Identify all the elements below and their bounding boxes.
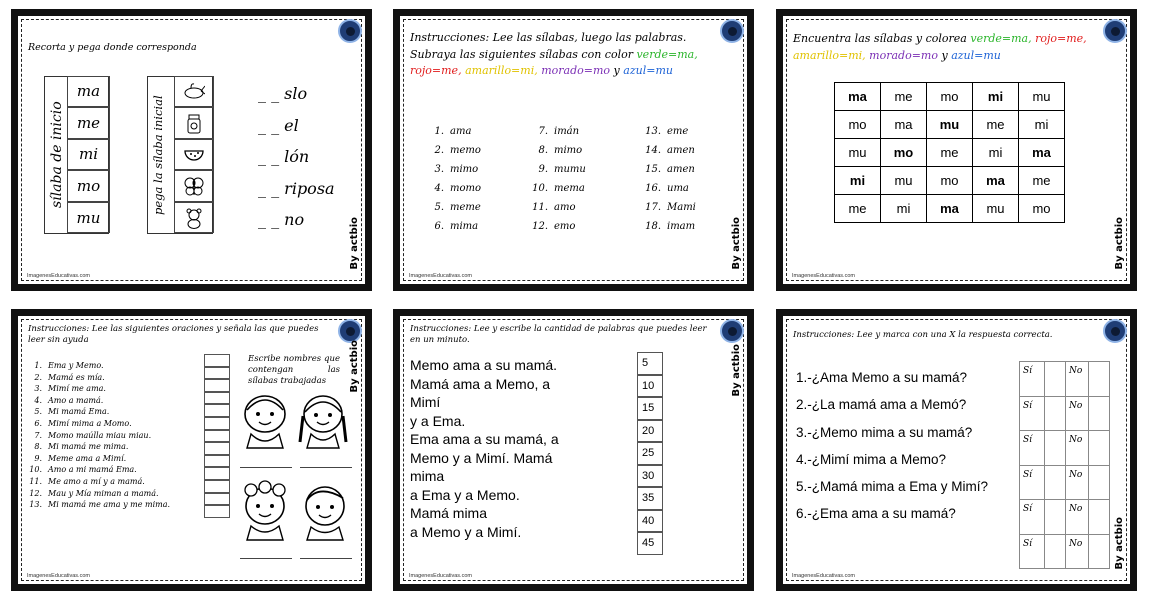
sentence-item <box>28 464 170 476</box>
word-number: 7. <box>538 126 548 137</box>
word-item <box>532 220 586 235</box>
no-label: No <box>1066 431 1089 466</box>
word-number: 6. <box>434 221 444 233</box>
word: mimo <box>450 164 479 176</box>
no-label: No <box>1066 396 1089 431</box>
site-credit: ImagenesEducativas.com <box>27 273 90 279</box>
word-blank: _ _ slo <box>258 84 308 103</box>
word-item <box>645 182 696 197</box>
word-item <box>645 163 696 178</box>
no-box[interactable] <box>1089 465 1110 500</box>
boy-face-icon <box>299 480 351 542</box>
read-checkbox[interactable] <box>204 480 230 493</box>
worksheet-find-syllables <box>776 9 1137 291</box>
no-box[interactable] <box>1089 431 1110 466</box>
grid-cell: mo <box>927 167 973 195</box>
read-checkbox[interactable] <box>204 404 230 417</box>
sentence-item <box>28 406 170 418</box>
word-number: 15. <box>645 164 661 176</box>
girl-face-icon <box>239 390 291 450</box>
word: mimo <box>554 145 583 157</box>
word-number: 13. <box>645 126 661 137</box>
site-credit: ImagenesEducativas.com <box>409 573 472 579</box>
word-count-box: 35 <box>637 487 663 510</box>
reading-text <box>410 356 630 541</box>
sentence-number: 12. <box>29 488 42 498</box>
word-item <box>532 125 586 140</box>
grid-cell: mo <box>835 111 881 139</box>
yes-box[interactable] <box>1045 396 1066 431</box>
sentence-number: 13. <box>29 500 42 510</box>
word: uma <box>667 183 689 195</box>
worksheet-cut-paste <box>11 9 372 291</box>
syllable-cell: ma <box>67 76 110 108</box>
grid-cell: ma <box>1019 139 1065 167</box>
color-key-morado: morado=mo <box>869 49 938 62</box>
word-number: 2. <box>434 145 444 157</box>
paste-strip <box>147 76 213 234</box>
read-checkbox[interactable] <box>204 392 230 405</box>
read-checkbox[interactable] <box>204 430 230 443</box>
word-item <box>428 144 481 159</box>
sentence-item <box>28 372 170 384</box>
yes-box[interactable] <box>1045 362 1066 397</box>
word-count-box: 20 <box>637 420 663 443</box>
sentence-number: 7. <box>34 430 42 440</box>
word-column-1 <box>428 125 481 240</box>
no-label: No <box>1066 362 1089 397</box>
word: ama <box>450 126 472 137</box>
read-checkbox[interactable] <box>204 442 230 455</box>
whale-icon <box>174 76 214 108</box>
sentence-number: 8. <box>34 442 42 452</box>
grid-cell: me <box>835 195 881 223</box>
sentence-item <box>28 488 170 500</box>
grid-cell: mu <box>1019 83 1065 111</box>
teddy-bear-icon <box>174 202 214 234</box>
instruction-line-2 <box>410 47 717 64</box>
syllable-grid <box>834 82 1065 223</box>
grid-cell: mi <box>973 139 1019 167</box>
sentence-text: Mi mamá Ema. <box>48 407 110 417</box>
answer-row <box>1020 431 1110 466</box>
word-count-box: 5 <box>637 352 663 375</box>
sentence-text: Amo a mi mamá Ema. <box>48 465 137 475</box>
syllable-cells <box>67 76 110 234</box>
word-number: 11. <box>532 202 548 214</box>
word-item <box>428 125 481 140</box>
read-checkbox[interactable] <box>204 493 230 506</box>
site-credit: ImagenesEducativas.com <box>409 273 472 279</box>
word-number: 14. <box>645 145 661 157</box>
color-key-verde: verde=ma, <box>636 47 698 61</box>
sentence-text: Mau y Mía miman a mamá. <box>48 488 159 498</box>
word-item <box>532 182 586 197</box>
answer-line <box>240 467 292 468</box>
no-label: No <box>1066 534 1089 569</box>
grid-row <box>835 83 1065 111</box>
color-key-amarillo: amarillo=mi, <box>793 49 866 62</box>
grid-cell: ma <box>881 111 927 139</box>
sentence-text: Mi mamá me mima. <box>48 442 129 452</box>
sentence-text: Me amo a mí y a mamá. <box>48 476 145 486</box>
answer-line <box>300 558 352 559</box>
sentence-text: Mi mamá me ama y me mima. <box>48 500 171 510</box>
word-blank: _ _ no <box>258 210 305 229</box>
grid-cell: me <box>881 83 927 111</box>
yes-box[interactable] <box>1045 431 1066 466</box>
read-checkbox[interactable] <box>204 379 230 392</box>
word-item <box>532 144 586 159</box>
read-checkbox[interactable] <box>204 467 230 480</box>
word-item <box>428 201 481 216</box>
question: 5.-¿Mamá mima a Ema y Mimí? <box>796 479 989 495</box>
word-item <box>428 182 481 197</box>
logo-badge-icon <box>1103 319 1127 343</box>
answer-line <box>240 558 292 559</box>
worksheet-read-underline <box>393 9 754 291</box>
word-blank: _ _ lón <box>258 147 310 166</box>
no-label: No <box>1066 500 1089 535</box>
no-box[interactable] <box>1089 396 1110 431</box>
reading-line: Mamá ama a Memo, a <box>410 375 551 392</box>
syllable-cell: me <box>67 107 110 139</box>
connector: y <box>613 64 620 77</box>
word-item <box>645 220 696 235</box>
word: memo <box>450 145 481 157</box>
answer-row <box>1020 465 1110 500</box>
word-item <box>645 125 696 140</box>
word: eme <box>667 126 689 137</box>
grid-cell: mi <box>1019 111 1065 139</box>
sentence-item <box>28 499 170 511</box>
word-count-box: 10 <box>637 375 663 398</box>
instruction-text: Encuentra las sílabas y colorea <box>793 32 967 45</box>
instruction <box>410 30 717 80</box>
brand-credit: By actbio <box>349 217 360 270</box>
syllable-cell: mo <box>67 170 110 202</box>
word-number: 3. <box>434 164 444 176</box>
answer-row <box>1020 500 1110 535</box>
grid-cell: ma <box>973 167 1019 195</box>
yes-label: Sí <box>1020 362 1045 397</box>
word-column-3 <box>645 125 696 240</box>
word-number: 16. <box>645 183 661 195</box>
sentence-item <box>28 360 170 372</box>
word: meme <box>450 202 481 214</box>
reading-line: a Memo y a Mimí. <box>410 523 522 540</box>
instruction: Instrucciones: Lee y escribe la cantidad de palabras que puedes leer en un minuto. <box>410 324 707 345</box>
site-credit: ImagenesEducativas.com <box>27 573 90 579</box>
no-label: No <box>1066 465 1089 500</box>
color-key-morado: morado=mo <box>541 64 611 77</box>
connector: y <box>941 49 948 62</box>
word: mumu <box>554 164 586 176</box>
word-count-box: 40 <box>637 510 663 533</box>
sentence-item <box>28 383 170 395</box>
word-number: 5. <box>434 202 444 214</box>
grid-cell: mi <box>835 167 881 195</box>
word: momo <box>450 183 482 195</box>
worksheet-yes-no <box>776 309 1137 591</box>
grid-cell: mi <box>973 83 1019 111</box>
yes-label: Sí <box>1020 534 1045 569</box>
logo-badge-icon <box>338 19 362 43</box>
sentence-item <box>28 476 170 488</box>
sentence-item <box>28 441 170 453</box>
color-key-amarillo: amarillo=mi, <box>465 64 538 77</box>
grid-row <box>835 195 1065 223</box>
word: amen <box>667 164 695 176</box>
sentence-number: 3. <box>34 384 42 394</box>
reading-line: mima <box>410 468 445 484</box>
word-item <box>645 201 696 216</box>
grid-cell: mu <box>881 167 927 195</box>
word: mima <box>450 221 479 233</box>
word-blank: _ _ el <box>258 115 299 135</box>
instruction: Recorta y pega donde corresponda <box>28 42 197 53</box>
read-checkbox[interactable] <box>204 417 230 430</box>
girl-braids-face-icon <box>297 390 349 450</box>
grid-cell: mo <box>881 139 927 167</box>
brand-credit: By actbio <box>349 340 360 393</box>
sentence-list <box>28 360 170 511</box>
yes-label: Sí <box>1020 431 1045 466</box>
site-credit: ImagenesEducativas.com <box>792 273 855 279</box>
grid-cell: mi <box>881 195 927 223</box>
sentence-number: 5. <box>34 407 42 417</box>
word: Mami <box>667 202 696 214</box>
syllable-cell: mu <box>67 202 110 234</box>
word-number: 8. <box>538 145 548 157</box>
sentence-text: Momo maúlla miau miau. <box>48 430 152 440</box>
grid-cell: me <box>1019 167 1065 195</box>
grid-cell: mu <box>835 139 881 167</box>
word-item <box>645 144 696 159</box>
worksheet-sentences <box>11 309 372 591</box>
reading-line: Mamá mima <box>410 505 488 521</box>
color-key-rojo: rojo=me, <box>1035 32 1087 45</box>
reading-line: Ema ama a su mamá, a <box>410 431 559 447</box>
jar-icon <box>174 107 214 139</box>
read-checkbox[interactable] <box>204 367 230 380</box>
reading-line: y a Ema. <box>410 412 466 429</box>
strip-label: sílaba de inicio <box>49 101 65 209</box>
reading-line: Memo y a Mimí. Mamá <box>410 449 553 466</box>
word-count-column <box>637 352 663 555</box>
read-checkbox[interactable] <box>204 354 230 367</box>
instruction-line-2 <box>793 47 1100 64</box>
word-item <box>428 163 481 178</box>
color-key-rojo: rojo=me, <box>410 64 462 77</box>
word-count-box: 45 <box>637 532 663 555</box>
sentence-item <box>28 395 170 407</box>
watermelon-icon <box>174 139 214 171</box>
brand-credit: By actbio <box>731 344 742 397</box>
grid-cell: mo <box>927 83 973 111</box>
word-number: 4. <box>434 183 444 195</box>
word-count-box: 30 <box>637 465 663 488</box>
word-number: 18. <box>645 221 661 233</box>
syllable-cell: mi <box>67 139 110 171</box>
word-item <box>428 220 481 235</box>
sentence-number: 10. <box>29 465 42 475</box>
sentence-item <box>28 453 170 465</box>
yes-label: Sí <box>1020 500 1045 535</box>
word-count-box: 25 <box>637 442 663 465</box>
instruction-line-1 <box>793 30 1100 47</box>
word-number: 1. <box>434 126 444 137</box>
answer-line <box>300 467 352 468</box>
yes-box[interactable] <box>1045 500 1066 535</box>
instruction-text: Subraya las siguientes sílabas con color <box>410 47 633 61</box>
logo-badge-icon <box>720 19 744 43</box>
logo-badge-icon <box>720 319 744 343</box>
color-key-verde: verde=ma, <box>970 32 1032 45</box>
yes-box[interactable] <box>1045 465 1066 500</box>
question: 3.-¿Memo mima a su mamá? <box>796 424 973 440</box>
no-box[interactable] <box>1089 362 1110 397</box>
write-hint: Escribe nombres que contengan las sílabas trabajadas <box>248 354 340 386</box>
instruction: Instrucciones: Lee las siguientes oraciones y señala las que puedes leer sin ayuda <box>28 324 319 345</box>
sentence-number: 11. <box>29 476 42 486</box>
logo-badge-icon <box>1103 19 1127 43</box>
sentence-item <box>28 418 170 430</box>
grandma-face-icon <box>239 480 291 542</box>
butterfly-icon <box>174 170 214 202</box>
brand-credit: By actbio <box>731 217 742 270</box>
word: imam <box>667 221 696 233</box>
color-key-azul: azul=mu <box>623 64 673 77</box>
picture-cells <box>174 76 214 234</box>
yes-label: Sí <box>1020 396 1045 431</box>
sentence-text: Meme ama a Mimí. <box>48 453 127 463</box>
sentence-number: 4. <box>34 395 42 405</box>
sentence-number: 9. <box>34 453 42 463</box>
answer-table <box>1019 361 1110 569</box>
paste-label: pega la sílaba inicial <box>151 95 165 215</box>
sentence-text: Mimí mima a Momo. <box>48 418 132 428</box>
yes-box[interactable] <box>1045 534 1066 569</box>
worksheet-reading-speed <box>393 309 754 591</box>
sentence-number: 2. <box>34 372 42 382</box>
grid-cell: me <box>973 111 1019 139</box>
grid-cell: mo <box>1019 195 1065 223</box>
site-credit: ImagenesEducativas.com <box>792 573 855 579</box>
word-number: 17. <box>645 202 661 214</box>
word-column-2 <box>532 125 586 240</box>
sentence-text: Amo a mamá. <box>48 395 104 405</box>
syllable-strip <box>44 76 109 234</box>
word-item <box>532 163 586 178</box>
yes-label: Sí <box>1020 465 1045 500</box>
question: 4.-¿Mimí mima a Memo? <box>796 451 947 467</box>
instruction-line-3 <box>410 63 717 80</box>
word-number: 10. <box>532 183 548 195</box>
sentence-number: 6. <box>34 418 42 428</box>
instruction <box>793 30 1100 64</box>
reading-line: Mimí <box>410 394 441 410</box>
question: 1.-¿Ama Memo a su mamá? <box>796 370 968 385</box>
brand-credit: By actbio <box>1114 517 1125 570</box>
sentence-text: Mimí me ama. <box>48 384 106 394</box>
answer-row <box>1020 362 1110 397</box>
grid-cell: ma <box>835 83 881 111</box>
grid-cell: ma <box>927 195 973 223</box>
word: amen <box>667 145 695 157</box>
sentence-item <box>28 430 170 442</box>
word: imán <box>554 126 580 137</box>
word-blank: _ _ riposa <box>258 178 335 198</box>
word-number: 12. <box>532 221 548 233</box>
question-list <box>796 364 988 528</box>
sentence-text: Ema y Memo. <box>48 361 104 370</box>
color-key-azul: azul=mu <box>951 49 1001 62</box>
grid-row <box>835 139 1065 167</box>
check-boxes <box>204 354 230 518</box>
word: emo <box>554 221 576 233</box>
sentence-text: Mamá es mía. <box>48 372 105 382</box>
read-checkbox[interactable] <box>204 455 230 468</box>
answer-row <box>1020 534 1110 569</box>
word-number: 9. <box>538 164 548 176</box>
grid-row <box>835 167 1065 195</box>
question: 6.-¿Ema ama a su mamá? <box>796 506 956 522</box>
instruction-line-1: Instrucciones: Lee las sílabas, luego las palabras. <box>410 31 687 44</box>
no-box[interactable] <box>1089 500 1110 535</box>
instruction: Instrucciones: Lee y marca con una X la respuesta correcta. <box>793 330 1053 340</box>
answer-row <box>1020 396 1110 431</box>
sentence-number: 1. <box>34 361 42 370</box>
grid-cell: me <box>927 139 973 167</box>
word: mema <box>554 183 585 195</box>
read-checkbox[interactable] <box>204 505 230 518</box>
brand-credit: By actbio <box>1114 217 1125 270</box>
no-box[interactable] <box>1089 534 1110 569</box>
grid-cell: mu <box>973 195 1019 223</box>
grid-cell: mu <box>927 111 973 139</box>
word: amo <box>554 202 576 214</box>
reading-line: Memo ama a su mamá. <box>410 357 558 373</box>
reading-line: a Ema y a Memo. <box>410 486 520 503</box>
grid-row <box>835 111 1065 139</box>
word-item <box>532 201 586 216</box>
question: 2.-¿La mamá ama a Memó? <box>796 397 967 413</box>
word-count-box: 15 <box>637 397 663 420</box>
